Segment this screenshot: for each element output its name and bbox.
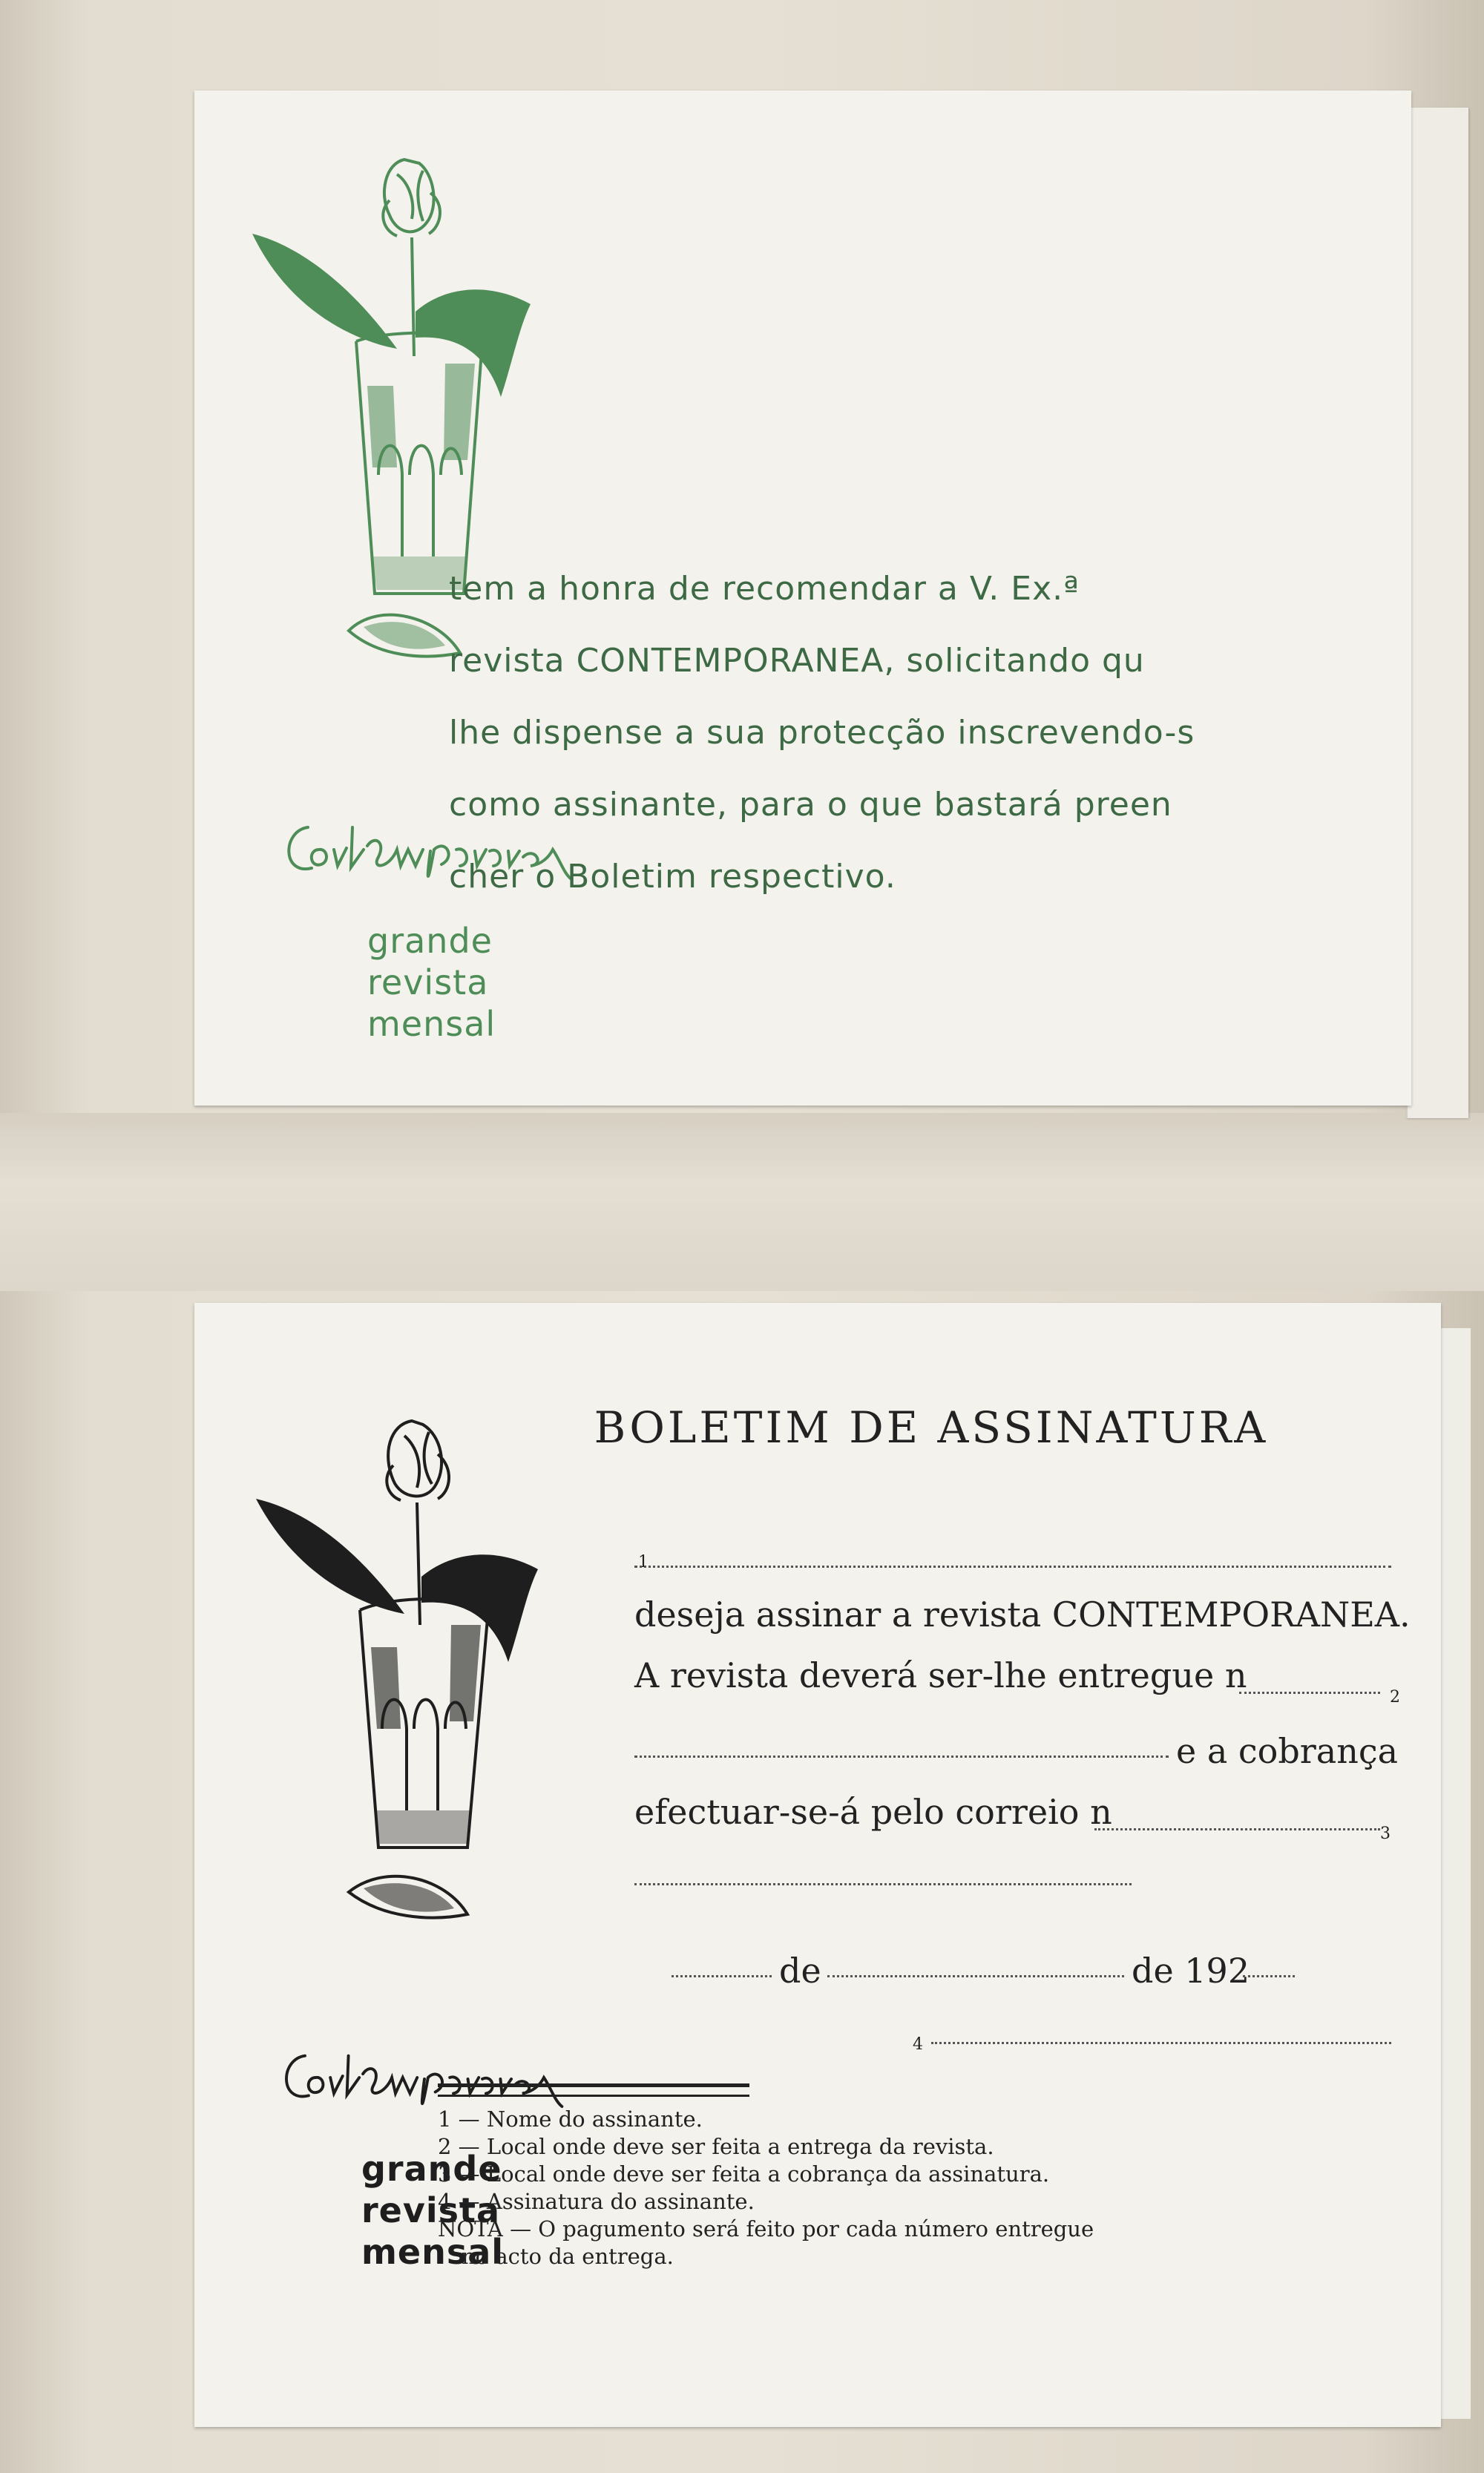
- subscription-form: [438, 1528, 1411, 2072]
- letter-line: revista CONTEMPORANEA, solicitando qu: [449, 642, 1145, 680]
- tagline-word: mensal: [367, 1004, 496, 1044]
- form-text: efectuar-se-á pelo correio n: [634, 1792, 1112, 1832]
- letter-line: lhe dispense a sua protecção inscrevendo-s: [449, 714, 1195, 752]
- tagline-word: grande: [367, 921, 493, 961]
- form-title: BOLETIM DE ASSINATURA: [594, 1402, 1269, 1453]
- billing-location-field-continued[interactable]: [634, 1883, 1132, 1885]
- nota-text: NOTA — O pagumento será feito por cada número entregue: [438, 2216, 1094, 2242]
- field-number: 3: [1380, 1825, 1391, 1843]
- billing-row: [438, 1785, 1395, 1853]
- form-text: de 192: [1132, 1951, 1250, 1991]
- tagline-top: [367, 920, 496, 1045]
- letter-line: cher o Boletim respectivo.: [449, 858, 896, 896]
- date-row: [438, 1922, 1395, 2003]
- note-item: 2 — Local onde deve ser feita a entrega da revista.: [438, 2134, 994, 2159]
- album-page-gap: [0, 1113, 1484, 1291]
- notes-divider: [438, 2083, 749, 2097]
- delivery-location-field[interactable]: [1239, 1692, 1380, 1694]
- form-text: deseja assinar a revista CONTEMPORANEA.: [634, 1595, 1411, 1635]
- tagline-word: revista: [367, 962, 489, 1002]
- form-text: A revista deverá ser-lhe entregue n: [634, 1655, 1247, 1695]
- tagline-word: mensal: [361, 2232, 505, 2272]
- tagline-word: grande: [361, 2149, 502, 2189]
- form-notes: [438, 2106, 1395, 2270]
- subscriber-name-field[interactable]: [634, 1566, 1391, 1568]
- year-field[interactable]: [1243, 1975, 1295, 1977]
- day-field[interactable]: [827, 1975, 1124, 1977]
- form-text: e a cobrança: [1176, 1731, 1399, 1771]
- note-item: 1 — Nome do assinante.: [438, 2106, 703, 2132]
- form-text: de: [779, 1951, 821, 1991]
- delivery-continuation-row: [438, 1717, 1399, 1785]
- note-item: 4 — Assinatura do assinante.: [438, 2189, 755, 2214]
- delivery-location-field-continued[interactable]: [634, 1756, 1169, 1758]
- card-top-flap: [1406, 108, 1468, 1118]
- letter-line: tem a honra de recomendar a V. Ex.ª: [449, 570, 1080, 608]
- subscriber-name-row: [438, 1528, 1395, 1580]
- note-item: 3 — Local onde deve ser feita a cobrança da assinatura.: [438, 2161, 1050, 2187]
- billing-continuation-row: [438, 1853, 1395, 1922]
- recommendation-letter: [449, 553, 1406, 913]
- signature-row: [438, 2003, 1395, 2072]
- delivery-row: [438, 1649, 1400, 1717]
- field-number: 4: [913, 2035, 923, 2054]
- field-number: 1: [638, 1553, 649, 1572]
- form-line: [438, 1580, 1411, 1649]
- letter-line: como assinante, para o que bastará preen: [449, 786, 1172, 824]
- tagline-word: revista: [361, 2190, 501, 2230]
- field-number: 2: [1390, 1688, 1400, 1707]
- billing-location-field[interactable]: [1094, 1828, 1380, 1830]
- place-field[interactable]: [672, 1975, 772, 1977]
- nota-text: no acto da entrega.: [462, 2244, 674, 2269]
- subscriber-signature-field[interactable]: [931, 2042, 1391, 2044]
